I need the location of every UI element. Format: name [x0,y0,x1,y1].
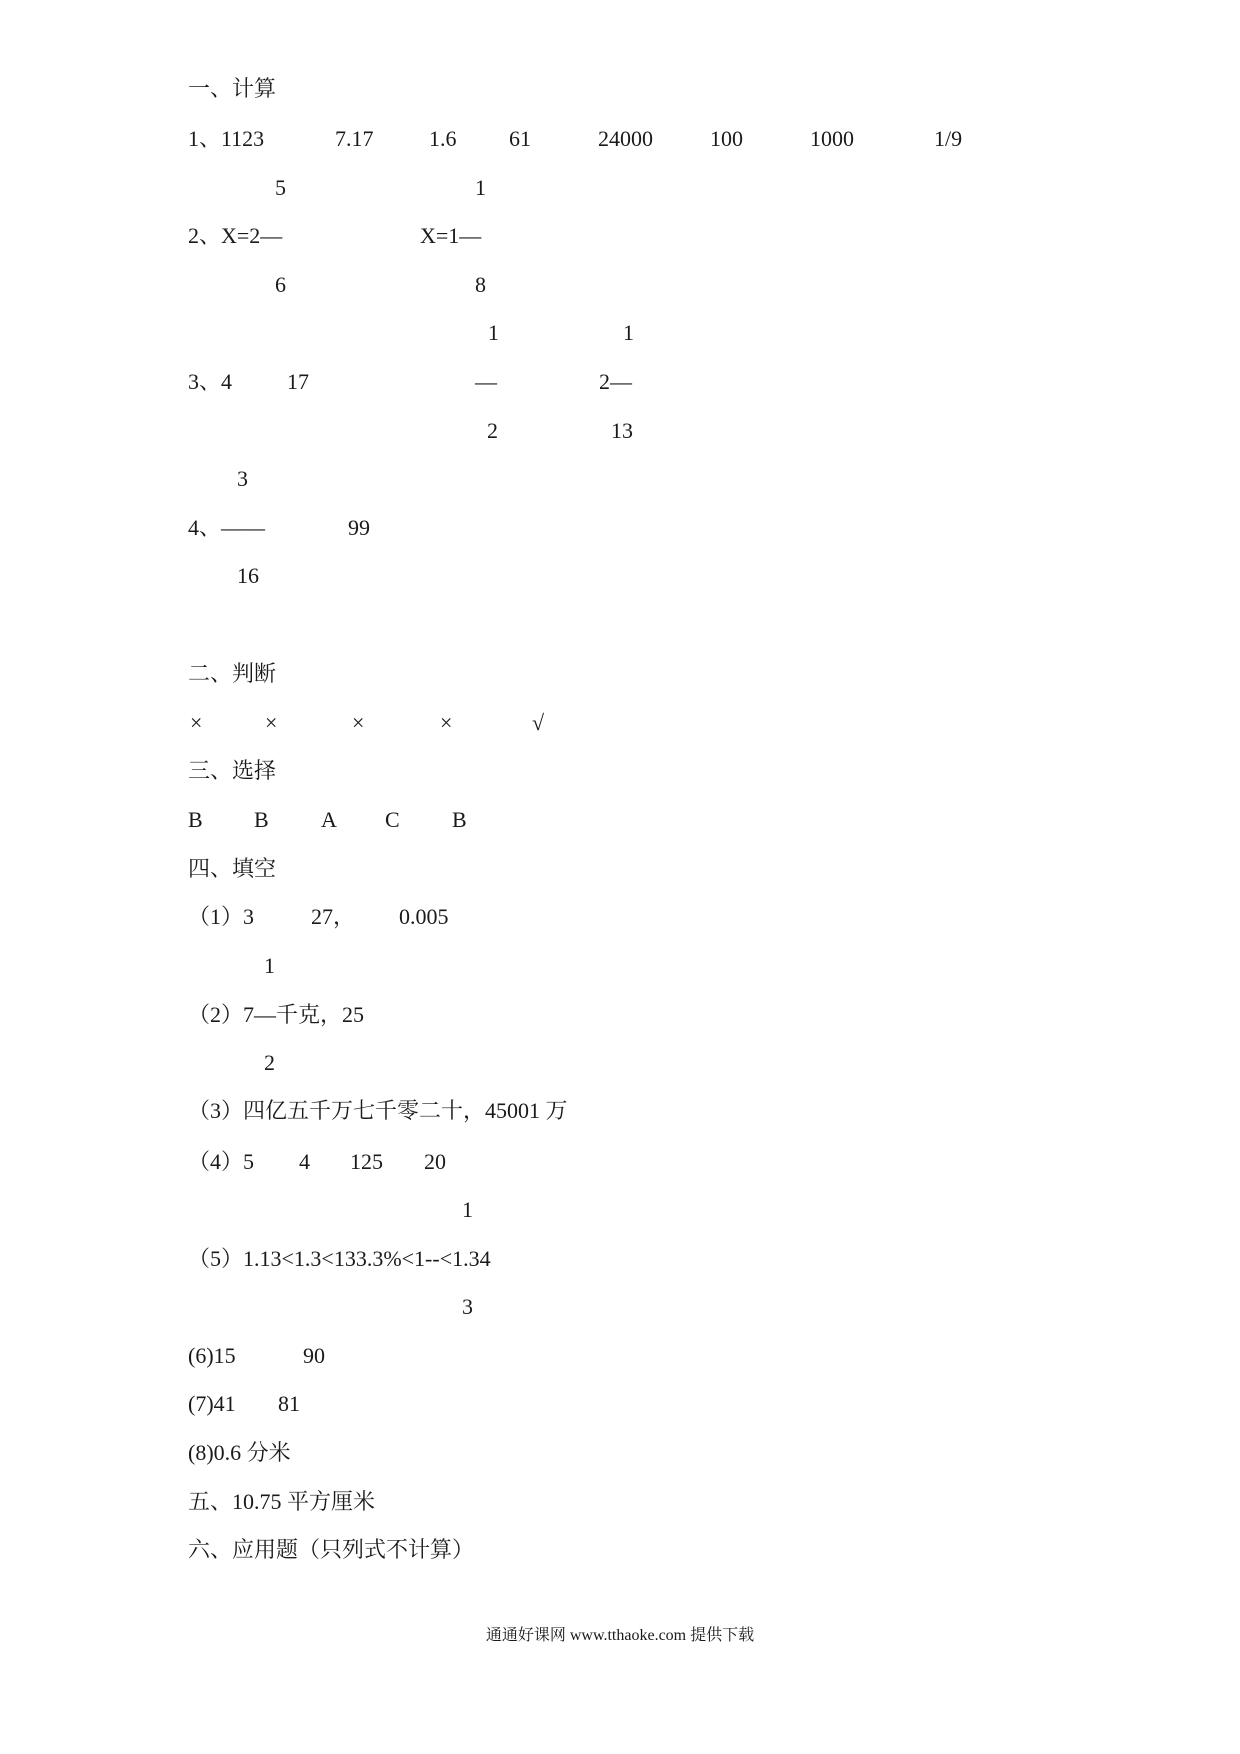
calc-q1-answer: 61 [509,126,531,151]
calc-q1-answer: 1.6 [429,126,457,151]
page-footer: 通通好课网 www.tthaoke.com 提供下载 [485,1627,755,1644]
fraction-numerator: 3 [237,466,248,491]
calc-q1-answer: 24000 [598,126,653,151]
fraction-numerator: 1 [264,953,275,978]
calc-q1-answer: 1、1123 [188,126,265,151]
calc-q3-answer: 17 [287,369,309,394]
section-fill-title: 四、填空 [188,856,277,881]
calc-q4-answer: 99 [348,515,370,540]
choice-answer: B [452,807,467,832]
fill-q4-answer: 4 [299,1149,310,1174]
calc-q1-answer: 7.17 [335,126,374,151]
calc-q2-answer: X=1— [420,223,482,248]
section-application-title: 六、应用题（只列式不计算） [188,1537,475,1562]
calc-q1-answer: 1000 [810,126,854,151]
fill-q8-answer: (8)0.6 分米 [188,1440,291,1465]
fraction-numerator: 1 [462,1197,473,1222]
judge-mark-wrong: × [352,710,365,735]
calc-q1-answer: 100 [710,126,743,151]
judge-mark-wrong: × [440,710,453,735]
fraction-numerator: 1 [623,320,634,345]
fill-q1-answer: 27， [311,904,356,929]
fraction-denominator: 3 [462,1294,473,1319]
fraction-denominator: 2 [487,418,498,443]
choice-answer: B [188,807,203,832]
section-choice-title: 三、选择 [188,758,277,783]
judge-mark-wrong: × [265,710,278,735]
fraction-numerator: 1 [475,175,486,200]
fill-q7-answer: 81 [278,1391,300,1416]
calc-q4-answer: 4、—— [188,515,266,540]
calc-q3-answer: 3、4 [188,369,233,394]
section-calc-title: 一、计算 [188,76,277,101]
fraction-denominator: 2 [264,1050,275,1075]
fill-q7-answer: (7)41 [188,1391,236,1416]
fraction-numerator: 5 [275,175,286,200]
calc-q3-answer: 2— [599,369,632,394]
fill-q2-answer: （2）7—千克，25 [188,1002,365,1027]
fill-q5-answer: （5）1.13<1.3<133.3%<1--<1.34 [188,1246,491,1271]
fraction-denominator: 13 [611,418,633,443]
fraction-denominator: 6 [275,272,286,297]
section-judge-title: 二、判断 [188,661,277,686]
fraction-denominator: 8 [475,272,486,297]
choice-answer: B [254,807,269,832]
fill-q4-answer: 20 [424,1149,446,1174]
fill-q3-answer: （3）四亿五千万七千零二十，45001 万 [188,1098,568,1123]
choice-answer: C [385,807,400,832]
calc-q1-answer: 1/9 [934,126,963,151]
fraction-numerator: 1 [488,320,499,345]
fill-q1-answer: 0.005 [399,904,449,929]
fill-q1-answer: （1）3 [188,904,255,929]
fill-q4-answer: 125 [350,1149,383,1174]
fill-q6-answer: (6)15 [188,1343,236,1368]
calc-q2-answer: 2、X=2— [188,223,283,248]
fraction-denominator: 16 [237,563,259,588]
fill-q4-answer: （4）5 [188,1149,255,1174]
judge-mark-right: √ [532,710,545,735]
section-area-answer: 五、10.75 平方厘米 [188,1489,376,1514]
judge-mark-wrong: × [190,710,203,735]
choice-answer: A [321,807,337,832]
calc-q3-answer: — [475,369,497,394]
fill-q6-answer: 90 [303,1343,325,1368]
